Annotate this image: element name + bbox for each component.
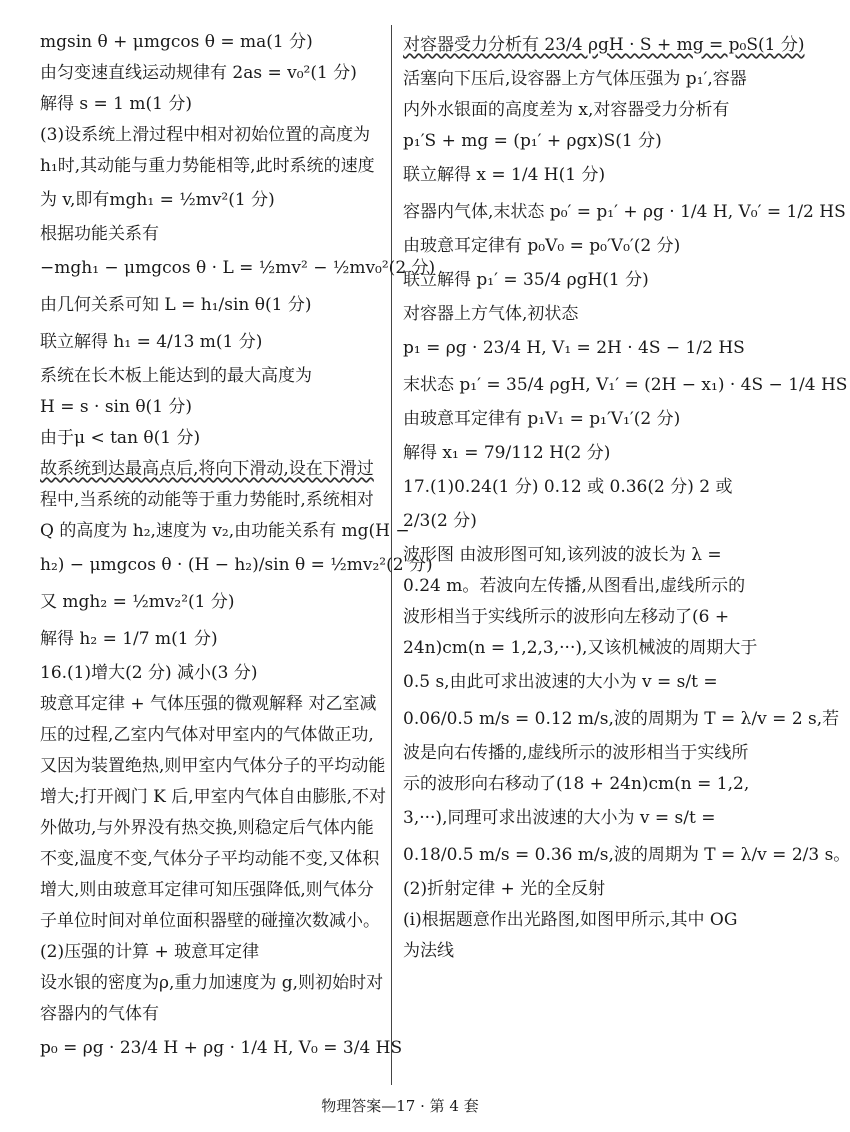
- text-line: 程中,当系统的动能等于重力势能时,系统相对: [40, 490, 374, 510]
- text-line: 为 v,即有mgh₁ = ½mv²(1 分): [40, 190, 275, 210]
- text-line: h₂) − μmgcos θ · (H − h₂)/sin θ = ½mv₂²(2 分): [40, 555, 433, 575]
- text-line: 解得 s = 1 m(1 分): [40, 94, 193, 114]
- text-line: 示的波形向右移动了(18 + 24n)cm(n = 1,2,: [403, 774, 750, 794]
- text-line: (2)压强的计算 + 玻意耳定律: [40, 942, 260, 962]
- text-line: 子单位时间对单位面积器壁的碰撞次数减小。: [40, 911, 380, 931]
- text-line: 16.(1)增大(2 分) 减小(3 分): [40, 663, 258, 683]
- text-line: 由匀变速直线运动规律有 2as = v₀²(1 分): [40, 63, 357, 83]
- text-line: 不变,温度不变,气体分子平均动能不变,又体积: [40, 849, 380, 869]
- text-line: 波是向右传播的,虚线所示的波形相当于实线所: [403, 743, 749, 763]
- text-line: Q 的高度为 h₂,速度为 v₂,由功能关系有 mg(H −: [40, 521, 410, 541]
- text-line: 根据功能关系有: [40, 224, 159, 244]
- text-line: 增大,则由玻意耳定律可知压强降低,则气体分: [40, 880, 374, 900]
- text-line: H = s · sin θ(1 分): [40, 397, 193, 417]
- text-line: 联立解得 x = 1/4 H(1 分): [403, 165, 606, 185]
- text-line: −mgh₁ − μmgcos θ · L = ½mv² − ½mv₀²(2 分): [40, 258, 436, 278]
- text-line: 对容器上方气体,初状态: [403, 304, 579, 324]
- text-line: 2/3(2 分): [403, 511, 477, 531]
- text-line: 由几何关系可知 L = h₁/sin θ(1 分): [40, 295, 312, 315]
- text-line: 内外水银面的高度差为 x,对容器受力分析有: [403, 100, 730, 120]
- text-line: (3)设系统上滑过程中相对初始位置的高度为: [40, 125, 371, 145]
- text-line: 活塞向下压后,设容器上方气体压强为 p₁′,容器: [403, 69, 747, 89]
- text-line: 为法线: [403, 941, 454, 961]
- text-line: 设水银的密度为ρ,重力加速度为 g,则初始时对: [40, 973, 384, 993]
- text-line: 24n)cm(n = 1,2,3,···),又该机械波的周期大于: [403, 638, 758, 658]
- text-line: 0.06/0.5 m/s = 0.12 m/s,波的周期为 T = λ/v = 2 s,若: [403, 709, 840, 729]
- text-line: 3,···),同理可求出波速的大小为 v = s/t =: [403, 808, 716, 828]
- text-line: 解得 h₂ = 1/7 m(1 分): [40, 629, 218, 649]
- text-line: mgsin θ + μmgcos θ = ma(1 分): [40, 32, 313, 52]
- text-line: 对容器受力分析有 23/4 ρgH · S + mg = p₀S(1 分): [403, 35, 805, 55]
- page-footer: 物理答案—17 · 第 4 套: [321, 1097, 479, 1115]
- text-line: 由于μ < tan θ(1 分): [40, 428, 201, 448]
- text-line: 容器内的气体有: [40, 1004, 159, 1024]
- text-line: 波形相当于实线所示的波形向左移动了(6 +: [403, 607, 730, 627]
- text-line: p₁′S + mg = (p₁′ + ρgx)S(1 分): [403, 131, 662, 151]
- text-line: 0.24 m。若波向左传播,从图看出,虚线所示的: [403, 576, 746, 596]
- text-line: 0.5 s,由此可求出波速的大小为 v = s/t =: [403, 672, 718, 692]
- text-line: 解得 x₁ = 79/112 H(2 分): [403, 443, 611, 463]
- text-line: (i)根据题意作出光路图,如图甲所示,其中 OG: [403, 910, 738, 930]
- text-line: 由玻意耳定律有 p₀V₀ = p₀′V₀′(2 分): [403, 236, 681, 256]
- text-line: 增大;打开阀门 K 后,甲室内气体自由膨胀,不对: [40, 787, 387, 807]
- text-line: h₁时,其动能与重力势能相等,此时系统的速度: [40, 156, 375, 176]
- text-line: 又因为装置绝热,则甲室内气体分子的平均动能: [40, 756, 386, 776]
- text-line: p₁ = ρg · 23/4 H, V₁ = 2H · 4S − 1/2 HS: [403, 338, 745, 358]
- right-column: [403, 30, 850, 970]
- text-line: (2)折射定律 + 光的全反射: [403, 879, 606, 899]
- text-line: 联立解得 p₁′ = 35/4 ρgH(1 分): [403, 270, 649, 290]
- text-line: 0.18/0.5 m/s = 0.36 m/s,波的周期为 T = λ/v = 2/3 s。: [403, 845, 850, 865]
- text-line: 由玻意耳定律有 p₁V₁ = p₁′V₁′(2 分): [403, 409, 681, 429]
- text-line: 压的过程,乙室内气体对甲室内的气体做正功,: [40, 725, 374, 745]
- text-line: 17.(1)0.24(1 分) 0.12 或 0.36(2 分) 2 或: [403, 477, 733, 497]
- text-line: 故系统到达最高点后,将向下滑动,设在下滑过: [40, 459, 374, 479]
- text-line: 又 mgh₂ = ½mv₂²(1 分): [40, 592, 235, 612]
- text-line: 末状态 p₁′ = 35/4 ρgH, V₁′ = (2H − x₁) · 4S − 1/4 HS: [403, 375, 848, 395]
- text-line: 外做功,与外界没有热交换,则稳定后气体内能: [40, 818, 374, 838]
- text-line: 容器内气体,末状态 p₀′ = p₁′ + ρg · 1/4 H, V₀′ = 1/2 HS: [403, 202, 846, 222]
- text-line: p₀ = ρg · 23/4 H + ρg · 1/4 H, V₀ = 3/4 HS: [40, 1038, 403, 1058]
- text-line: 波形图 由波形图可知,该列波的波长为 λ =: [403, 545, 722, 565]
- text-line: 联立解得 h₁ = 4/13 m(1 分): [40, 332, 263, 352]
- text-line: 玻意耳定律 + 气体压强的微观解释 对乙室减: [40, 694, 377, 714]
- text-line: 系统在长木板上能达到的最大高度为: [40, 366, 312, 386]
